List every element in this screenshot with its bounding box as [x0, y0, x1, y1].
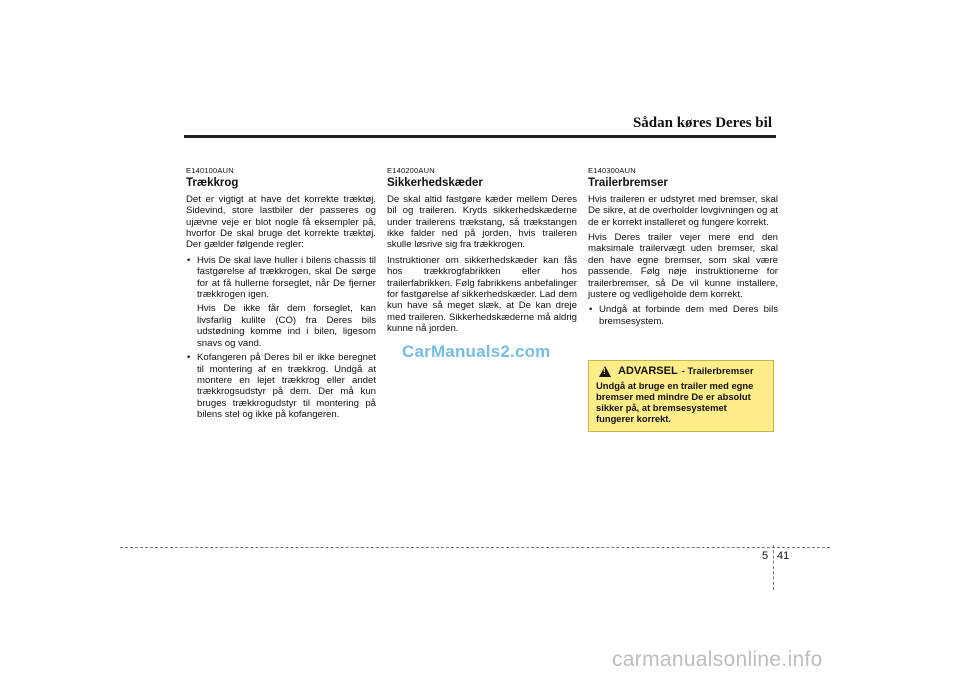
bullet-icon: •	[187, 254, 191, 266]
watermark-link[interactable]: CarManuals2.com	[402, 342, 551, 361]
warning-text: Undgå at bruge en trailer med egne bremser med mindre De er absolut sikker på, at bremsesystemet fungerer korrekt.	[596, 380, 754, 424]
column-trailer-brakes	[588, 165, 778, 330]
column-safety-chains	[387, 165, 577, 339]
column-trailer-hitch	[186, 165, 376, 424]
bullet-list	[186, 255, 376, 421]
bullet-icon: •	[589, 304, 593, 316]
list-item	[186, 255, 376, 349]
site-watermark: carmanualsonline.info	[612, 648, 823, 671]
list-item-extra: Hvis De ikke får dem forseglet, kan livsfarlig kulilte (CO) fra Deres bils udstødning komme ind i bilen, ligesom snavs og vand.	[197, 303, 376, 349]
paragraph: Hvis Deres trailer vejer mere end den maksimale trailervægt uden bremser, skal den have egne bremser, som skal være passende. Følg nøje instruktionerne for trailerbremser, så De vil kunne installere, justere og vedligeholde dem korrekt.	[588, 232, 778, 301]
section-code: E140200AUN	[387, 166, 435, 175]
section-heading: Sikkerhedskæder	[387, 177, 483, 190]
section-code: E140300AUN	[588, 166, 636, 175]
paragraph: Hvis traileren er udstyret med bremser, skal De sikre, at de overholder lovgivningen og at de er korrekt installeret og fungere korrekt.	[588, 193, 778, 228]
warning-subtitle: - Trailerbremser	[681, 365, 754, 377]
list-item-text: Kofangeren på Deres bil er ikke beregnet til montering af en trækkrog. Undgå at montere en lejet trækkrog eller andet trækkrogsudstyr på dem. Der må kun bruges trækkrogudstyr til montering på bilens stel og ikke på kofangeren.	[197, 352, 376, 421]
paragraph: De skal altid fastgøre kæder mellem Deres bil og traileren. Kryds sikkerhedskæderne under trailerens trækstang, så trækstangen ikke falder ned på jorden, hvis traileren skulle løsrive sig fra trækkrogen.	[387, 193, 577, 251]
bullet-list	[588, 304, 778, 327]
header-rule	[184, 135, 776, 138]
warning-label: ADVARSEL	[618, 365, 678, 377]
warning-triangle-icon	[599, 366, 611, 377]
section-code: E140100AUN	[186, 166, 234, 175]
paragraph: Det er vigtigt at have det korrekte træktøj. Sidevind, store lastbiler der passeres og ujævne veje er blot nogle få eksempler på, hvorfor De skal bruge det korrekte træktøj. Der gælder følgende regler:	[186, 193, 376, 251]
bullet-icon: •	[187, 352, 191, 364]
section-heading: Trailerbremser	[588, 177, 668, 190]
page-section-title: Sådan køres Deres bil	[632, 115, 772, 131]
footer-vertical-divider	[773, 545, 774, 590]
footer-divider	[120, 547, 830, 548]
paragraph: Instruktioner om sikkerhedskæder kan fås hos trækkrogfabrikken eller hos trailerfabrikken. Følg fabrikkens anbefalinger for fastgørelse af sikkerhedskæder. Lad dem kun have så meget slæk, at De kan dreje med traileren. Sikkerhedskæderne må aldrig kunne nå jorden.	[387, 254, 577, 335]
list-item	[588, 304, 778, 327]
list-item-text: Undgå at forbinde dem med Deres bils bremsesystem.	[599, 304, 778, 327]
page-number: 41	[777, 550, 790, 562]
warning-box	[588, 360, 774, 432]
chapter-number: 5	[762, 550, 769, 562]
list-item	[186, 352, 376, 420]
section-heading: Trækkrog	[186, 177, 239, 190]
warning-header	[596, 365, 766, 377]
list-item-text: Hvis De skal lave huller i bilens chassis til fastgørelse af trækkrogen, skal De sørge for at få hullerne forseglet, når De fjerner trækkrogen igen.	[197, 254, 376, 301]
